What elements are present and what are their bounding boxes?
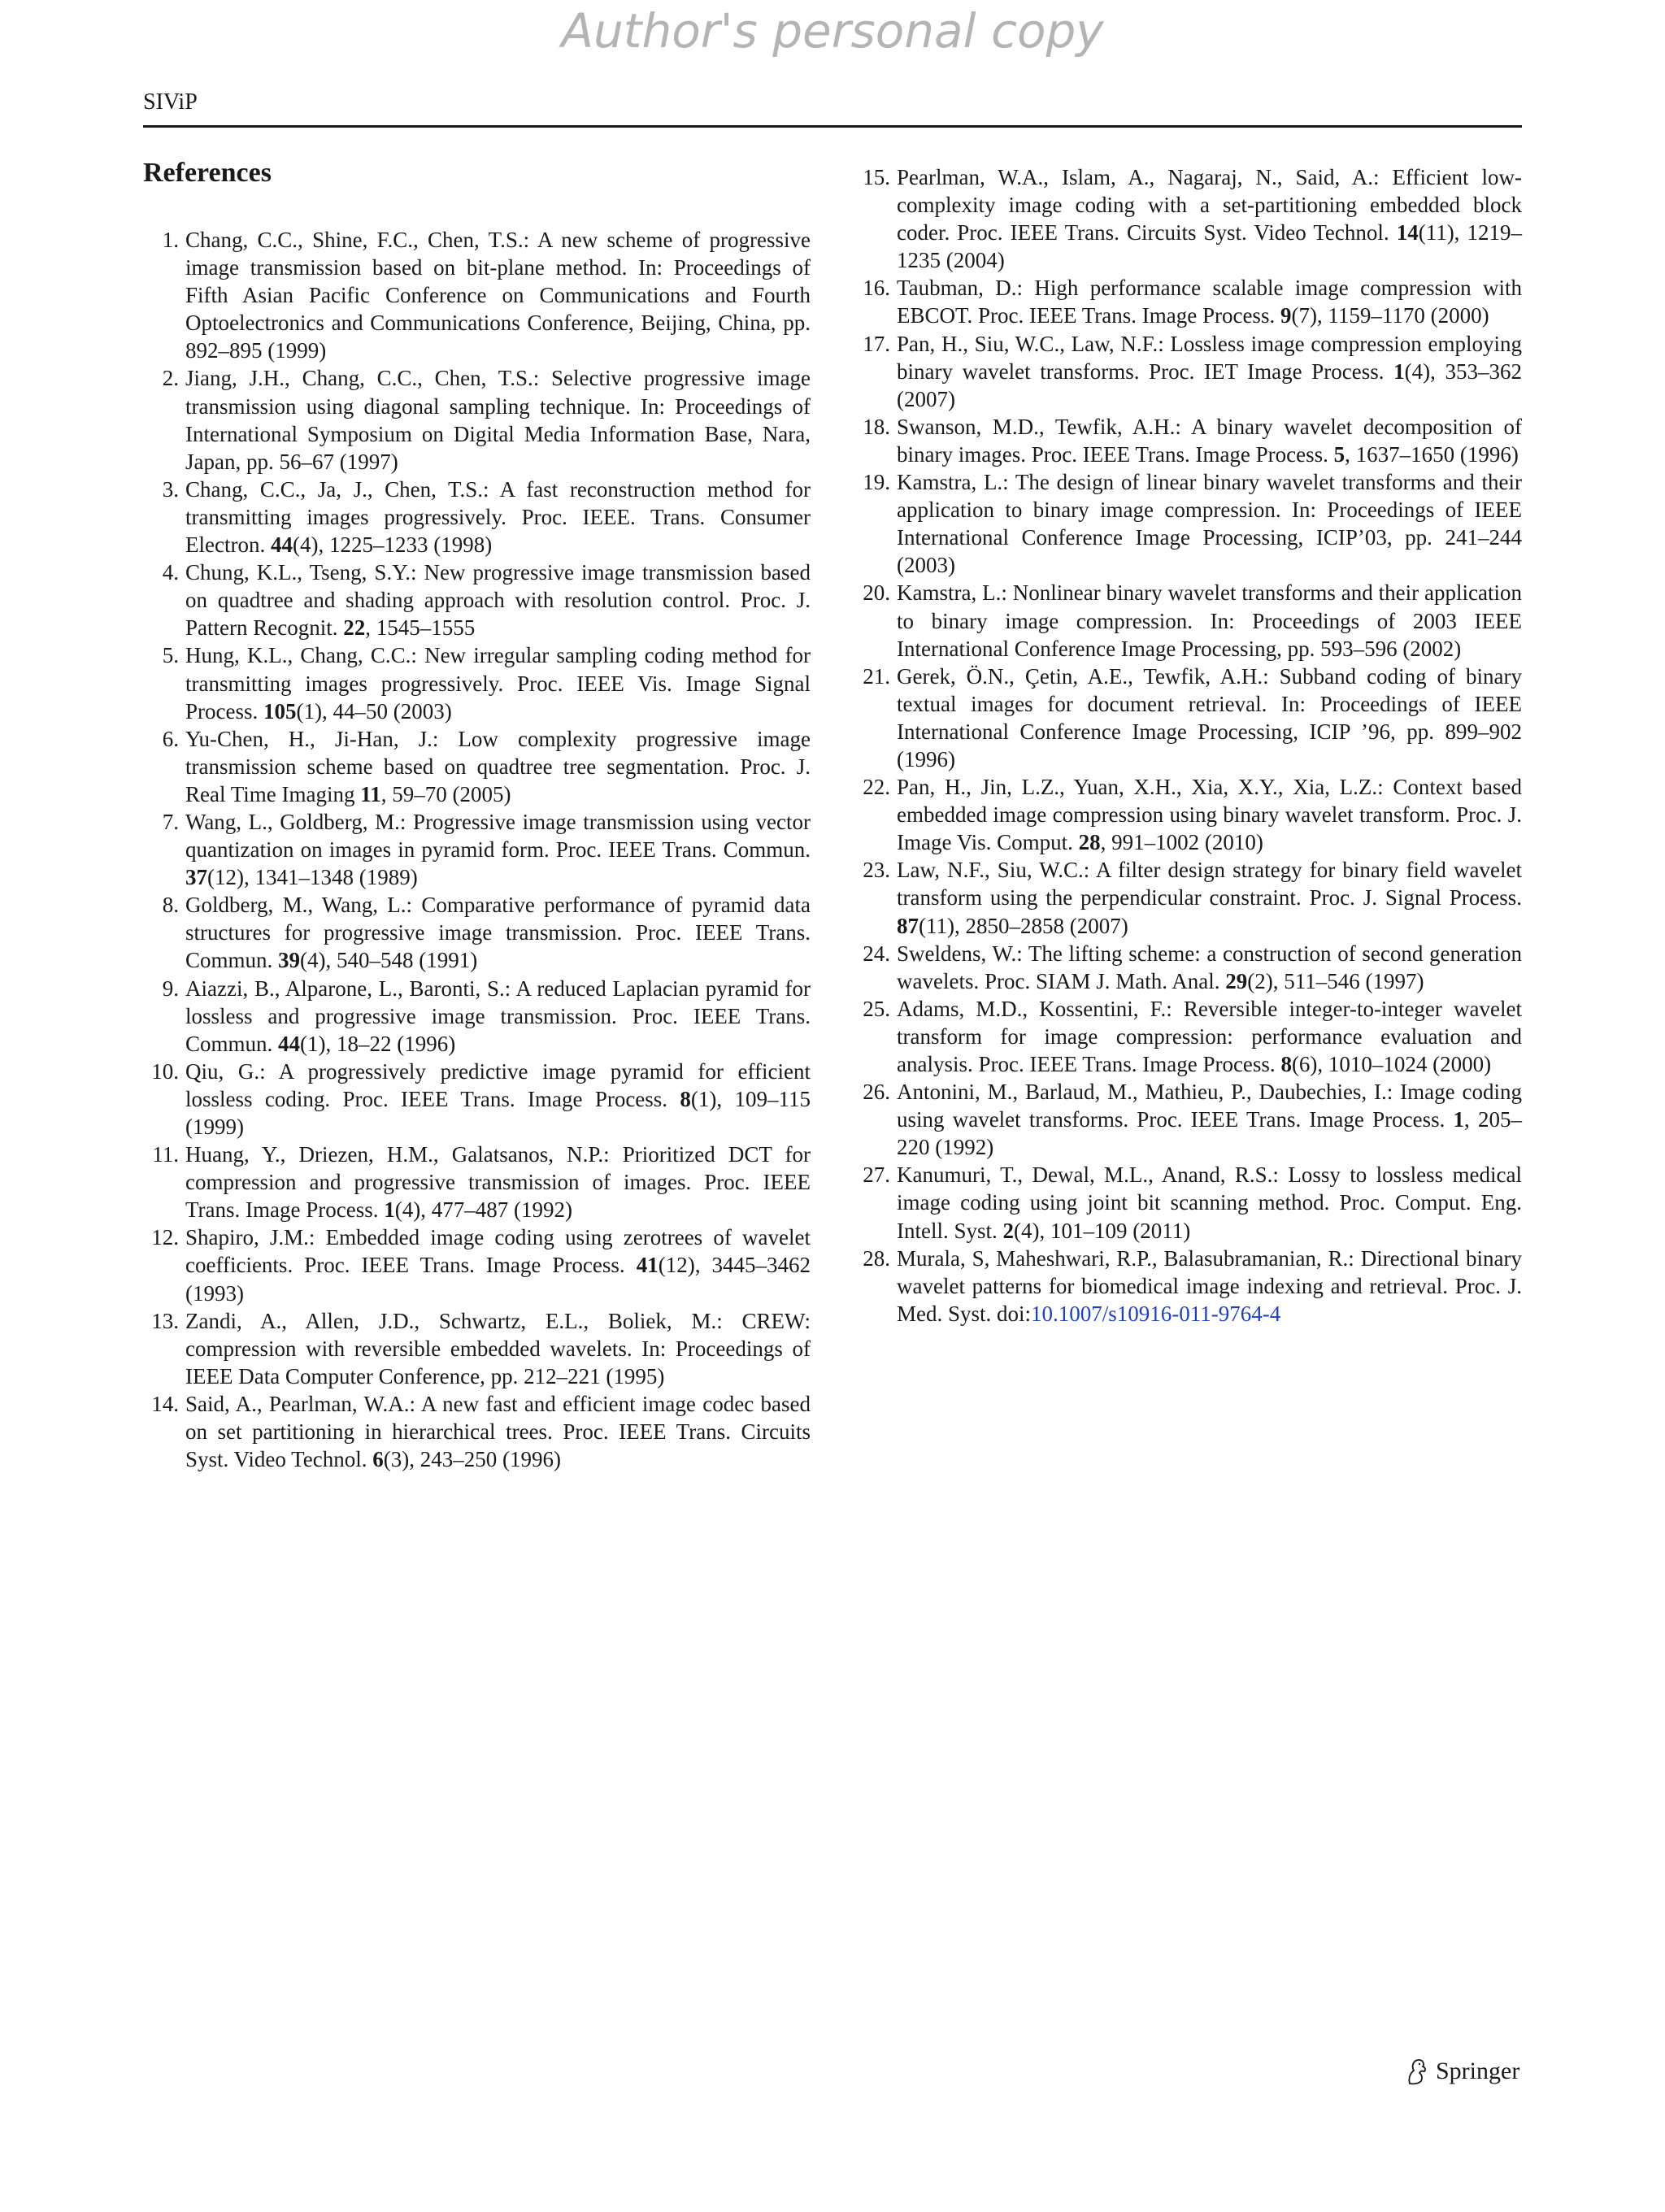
reference-segment: , 59–70 (2005) <box>380 781 511 806</box>
reference-number: 23. <box>863 858 890 883</box>
reference-item <box>854 1245 1522 1328</box>
reference-text <box>185 1058 811 1141</box>
reference-segment: Pearlman, W.A., Islam, A., Nagaraj, N., Said, A.: Efficient low-complexity image coding with a set-partitioning embedded block coder. Proc. IEEE Trans. Circuits Syst. Video Technol. <box>897 165 1522 246</box>
reference-segment: (6), 1010–1024 (2000) <box>1291 1052 1492 1076</box>
reference-number: 7. <box>162 809 179 834</box>
reference-segment: (12), 1341–1348 (1989) <box>207 865 418 890</box>
reference-segment: Yu-Chen, H., Ji-Han, J.: Low complexity progressive image transmission scheme based on quadtree tree segmentation. Proc. J. Real Time Imaging <box>185 726 811 806</box>
reference-text <box>185 1223 811 1306</box>
reference-segment: Zandi, A., Allen, J.D., Schwartz, E.L., Boliek, M.: CREW: compression with reversible embedded wavelets. In: Proceedings of IEEE Data Computer Conference, pp. 212–221 (1995) <box>185 1308 811 1388</box>
reference-segment: Sweldens, W.: The lifting scheme: a construction of second generation wavelets. Proc. SIAM J. Math. Anal. <box>897 941 1522 993</box>
reference-number: 24. <box>863 941 890 966</box>
reference-item <box>143 1058 811 1141</box>
reference-segment: Wang, L., Goldberg, M.: Progressive image transmission using vector quantization on images in pyramid form. Proc. IEEE Trans. Commun. <box>185 809 811 863</box>
reference-item <box>143 1141 811 1223</box>
reference-segment: Huang, Y., Driezen, H.M., Galatsanos, N.P.: Prioritized DCT for compression and progressive transmission of images. Proc. IEEE Trans. Image Process. <box>185 1142 811 1223</box>
reference-segment: Kamstra, L.: Nonlinear binary wavelet transforms and their application to binary image compression. In: Proceedings of 2003 IEEE International Conference Image Processing, pp. 593–596 (2002) <box>897 580 1522 661</box>
reference-item <box>143 364 811 475</box>
reference-number: 19. <box>863 470 890 495</box>
reference-segment: (12), 3445–3462 (1993) <box>185 1253 811 1306</box>
reference-text <box>185 891 811 974</box>
reference-item <box>854 773 1522 856</box>
reference-number: 6. <box>162 726 179 751</box>
reference-text <box>185 226 811 364</box>
reference-segment: (1), 18–22 (1996) <box>300 1031 456 1056</box>
reference-item <box>854 468 1522 579</box>
volume-number: 28 <box>1078 830 1101 855</box>
reference-text <box>897 163 1522 274</box>
reference-item <box>854 1161 1522 1244</box>
reference-number: 17. <box>863 331 890 356</box>
reference-item <box>854 274 1522 329</box>
volume-number: 22 <box>343 615 366 641</box>
reference-number: 20. <box>863 580 890 606</box>
reference-text <box>897 856 1522 939</box>
reference-text <box>897 413 1522 468</box>
reference-text <box>185 1307 811 1390</box>
springer-horse-icon <box>1405 2057 1429 2086</box>
reference-text <box>897 995 1522 1078</box>
journal-name: SIViP <box>143 89 198 115</box>
reference-text <box>897 773 1522 856</box>
reference-segment: (1), 109–115 (1999) <box>185 1086 811 1139</box>
reference-number: 28. <box>863 1245 890 1271</box>
reference-number: 14. <box>151 1391 179 1416</box>
reference-text <box>185 1390 811 1473</box>
reference-text <box>185 558 811 641</box>
reference-segment: Kamstra, L.: The design of linear binary wavelet transforms and their application to binary image compression. In: Proceedings of IEEE International Conference Image Processing, ICIP’03, pp. 241–244 (2003) <box>897 470 1522 578</box>
reference-segment: (4), 540–548 (1991) <box>300 948 478 973</box>
volume-number: 39 <box>278 948 301 973</box>
reference-text <box>897 1161 1522 1244</box>
reference-segment: Chang, C.C., Ja, J., Chen, T.S.: A fast reconstruction method for transmitting images progressively. Proc. IEEE. Trans. Consumer Electron. <box>185 476 811 558</box>
reference-segment: (1), 44–50 (2003) <box>296 698 452 724</box>
reference-number: 10. <box>151 1058 179 1084</box>
volume-number: 8 <box>680 1086 691 1111</box>
volume-number: 1 <box>1393 359 1405 384</box>
reference-number: 1. <box>162 228 179 252</box>
reference-segment: Goldberg, M., Wang, L.: Comparative performance of pyramid data structures for progressive image transmission. Proc. IEEE Trans. Commun. <box>185 893 811 973</box>
reference-item <box>854 413 1522 468</box>
volume-number: 1 <box>1453 1107 1465 1132</box>
reference-item <box>854 330 1522 413</box>
volume-number: 29 <box>1225 968 1248 993</box>
reference-number: 21. <box>863 663 890 689</box>
reference-item <box>854 663 1522 773</box>
reference-item <box>854 940 1522 995</box>
volume-number: 41 <box>636 1253 659 1278</box>
volume-number: 105 <box>263 698 297 724</box>
volume-number: 87 <box>897 913 919 938</box>
reference-text <box>185 476 811 558</box>
reference-segment: Kanumuri, T., Dewal, M.L., Anand, R.S.: Lossy to lossless medical image coding using joint bit scanning method. Proc. Comput. Eng. Intell. Syst. <box>897 1162 1522 1243</box>
reference-segment: Taubman, D.: High performance scalable image compression with EBCOT. Proc. IEEE Trans. Image Process. <box>897 276 1522 328</box>
reference-segment: (4), 477–487 (1992) <box>394 1197 572 1223</box>
reference-number: 18. <box>863 414 890 439</box>
reference-text <box>897 663 1522 773</box>
reference-segment: Aiazzi, B., Alparone, L., Baronti, S.: A reduced Laplacian pyramid for lossless and progressive image transmission. Proc. IEEE Trans. Commun. <box>185 976 811 1056</box>
publisher-logo <box>1405 2055 1519 2088</box>
reference-item <box>143 975 811 1058</box>
reference-segment: Jiang, J.H., Chang, C.C., Chen, T.S.: Selective progressive image transmission using diagonal sampling technique. In: Proceedings of International Symposium on Digital Media Information Base, Nara, Japan, pp. 56–67 (1997) <box>185 366 811 474</box>
reference-number: 8. <box>162 893 179 918</box>
reference-segment: Adams, M.D., Kossentini, F.: Reversible integer-to-integer wavelet transform for image compression: performance evaluation and analysis. Proc. IEEE Trans. Image Process. <box>897 996 1522 1076</box>
reference-item <box>143 808 811 891</box>
reference-item <box>854 995 1522 1078</box>
reference-segment: Shapiro, J.M.: Embedded image coding using zerotrees of wavelet coefficients. Proc. IEEE Trans. Image Process. <box>185 1225 811 1278</box>
reference-number: 2. <box>162 366 179 391</box>
reference-text <box>897 468 1522 579</box>
reference-number: 27. <box>863 1162 890 1188</box>
section-heading: References <box>143 158 272 188</box>
reference-item <box>854 579 1522 662</box>
reference-item <box>143 1307 811 1390</box>
reference-segment: , 1545–1555 <box>365 615 476 641</box>
reference-segment: (7), 1159–1170 (2000) <box>1291 303 1489 328</box>
reference-text <box>897 1245 1522 1328</box>
reference-segment: , 991–1002 (2010) <box>1100 830 1263 855</box>
reference-segment: Said, A., Pearlman, W.A.: A new fast and efficient image codec based on set partitioning in hierarchical trees. Proc. IEEE Trans. Circuits Syst. Video Technol. <box>185 1391 811 1472</box>
reference-segment: (11), 1219–1235 (2004) <box>897 220 1522 273</box>
reference-segment: (2), 511–546 (1997) <box>1247 968 1424 993</box>
volume-number: 11 <box>360 781 381 806</box>
watermark: Author's personal copy <box>561 3 1104 59</box>
volume-number: 5 <box>1333 441 1345 467</box>
reference-text <box>185 975 811 1058</box>
reference-text <box>897 940 1522 995</box>
reference-text <box>185 641 811 724</box>
reference-segment: Pan, H., Jin, L.Z., Yuan, X.H., Xia, X.Y., Xia, L.Z.: Context based embedded image compression using binary wavelet transform. Proc. J. Image Vis. Comput. <box>897 775 1522 855</box>
reference-number: 26. <box>863 1080 890 1105</box>
reference-number: 5. <box>162 643 179 668</box>
reference-number: 3. <box>162 476 179 502</box>
header-rule <box>143 125 1522 128</box>
reference-segment: Chang, C.C., Shine, F.C., Chen, T.S.: A new scheme of progressive image transmission based on bit-plane method. In: Proceedings of Fifth Asian Pacific Conference on Communications and Fourth Optoelectronics and Communications Conference, Beijing, China, pp. 892–895 (1999) <box>185 228 811 363</box>
volume-number: 2 <box>1002 1218 1015 1243</box>
reference-number: 22. <box>863 775 890 800</box>
reference-number: 13. <box>151 1308 179 1333</box>
publisher-name: Springer <box>1436 2058 1520 2084</box>
reference-segment: Law, N.F., Siu, W.C.: A filter design strategy for binary field wavelet transform using the perpendicular constraint. Proc. J. Signal Process. <box>897 858 1522 910</box>
reference-number: 25. <box>863 996 890 1021</box>
volume-number: 44 <box>270 532 293 558</box>
reference-segment: Antonini, M., Barlaud, M., Mathieu, P., Daubechies, I.: Image coding using wavelet transforms. Proc. IEEE Trans. Image Process. <box>897 1080 1522 1132</box>
reference-item <box>854 856 1522 939</box>
reference-item <box>143 558 811 641</box>
volume-number: 37 <box>185 865 207 890</box>
reference-text <box>897 330 1522 413</box>
volume-number: 8 <box>1280 1052 1292 1076</box>
reference-item <box>854 163 1522 274</box>
reference-segment: (4), 1225–1233 (1998) <box>292 532 493 558</box>
reference-segment: Chung, K.L., Tseng, S.Y.: New progressive image transmission based on quadtree and shading approach with resolution control. Proc. J. Pattern Recognit. <box>185 560 811 641</box>
reference-segment: Pan, H., Siu, W.C., Law, N.F.: Lossless image compression employing binary wavelet transforms. Proc. IET Image Process. <box>897 331 1522 384</box>
reference-segment: (3), 243–250 (1996) <box>383 1447 561 1472</box>
reference-text <box>897 1078 1522 1161</box>
reference-item <box>143 891 811 974</box>
reference-number: 9. <box>162 976 179 1001</box>
reference-segment: (4), 353–362 (2007) <box>897 359 1523 411</box>
reference-segment: , 205–220 (1992) <box>897 1107 1523 1160</box>
reference-number: 11. <box>152 1142 179 1167</box>
reference-item <box>143 641 811 724</box>
reference-segment: Gerek, Ö.N., Çetin, A.E., Tewfik, A.H.: Subband coding of binary textual images for document retrieval. In: Proceedings of IEEE International Conference Image Processing, ICIP ’96, pp. 899–902 (1996) <box>897 663 1522 771</box>
reference-segment: Murala, S, Maheshwari, R.P., Balasubramanian, R.: Directional binary wavelet patterns for biomedical image indexing and retrieval. Proc. J. Med. Syst. doi: <box>897 1245 1522 1326</box>
volume-number: 14 <box>1396 220 1419 246</box>
reference-item <box>143 725 811 808</box>
reference-text <box>185 808 811 891</box>
reference-number: 16. <box>863 276 890 301</box>
reference-number: 15. <box>863 165 890 189</box>
reference-text <box>185 1141 811 1223</box>
reference-segment: (4), 101–109 (2011) <box>1014 1218 1191 1243</box>
volume-number: 44 <box>278 1031 301 1056</box>
references-left-column <box>143 226 811 1473</box>
reference-text <box>897 579 1522 662</box>
reference-text <box>185 725 811 808</box>
volume-number: 9 <box>1280 303 1292 328</box>
reference-number: 12. <box>151 1225 179 1250</box>
reference-segment: , 1637–1650 (1996) <box>1345 441 1519 467</box>
reference-text <box>185 364 811 475</box>
volume-number: 6 <box>372 1447 384 1472</box>
reference-item <box>143 226 811 364</box>
reference-item <box>143 476 811 558</box>
reference-number: 4. <box>162 560 179 585</box>
reference-segment: Qiu, G.: A progressively predictive image pyramid for efficient lossless coding. Proc. IEEE Trans. Image Process. <box>185 1058 811 1111</box>
volume-number: 1 <box>384 1197 395 1223</box>
reference-segment: (11), 2850–2858 (2007) <box>919 913 1128 938</box>
references-right-column <box>854 163 1522 1328</box>
doi-link[interactable]: 10.1007/s10916-011-9764-4 <box>1031 1301 1281 1326</box>
reference-item <box>143 1223 811 1306</box>
reference-segment: Swanson, M.D., Tewfik, A.H.: A binary wavelet decomposition of binary images. Proc. IEEE Trans. Image Process. <box>897 414 1522 467</box>
reference-text <box>897 274 1522 329</box>
reference-item <box>143 1390 811 1473</box>
reference-item <box>854 1078 1522 1161</box>
reference-segment: Hung, K.L., Chang, C.C.: New irregular sampling coding method for transmitting images progressively. Proc. IEEE Vis. Image Signal Process. <box>185 643 811 724</box>
